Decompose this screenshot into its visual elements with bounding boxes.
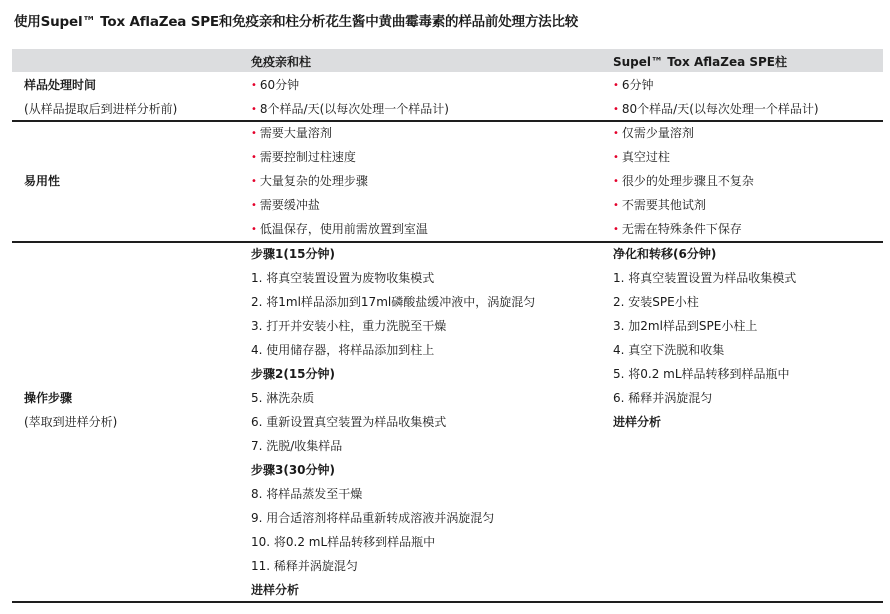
list-item: • 需要缓冲盐 <box>251 198 320 212</box>
iac-processing-time <box>251 73 449 121</box>
table-bottom-rule <box>12 601 883 603</box>
spe-processing-time <box>613 73 819 121</box>
bullet-icon: • <box>613 104 619 115</box>
bullet-icon: • <box>251 200 257 211</box>
list-item: • 60分钟 <box>251 78 300 92</box>
list-item: • 需要控制过柱速度 <box>251 150 356 164</box>
bullet-icon: • <box>613 152 619 163</box>
list-item: • 低温保存，使用前需放置到室温 <box>251 222 428 236</box>
list-item: • 8个样品/天(以每次处理一个样品计) <box>251 102 449 116</box>
step-heading: 步骤2(15分钟) <box>251 367 336 381</box>
step-heading: 步骤3(30分钟) <box>251 463 336 477</box>
row-sublabel: (萃取到进样分析) <box>24 415 118 429</box>
bullet-icon: • <box>251 176 257 187</box>
column-header-spe: Supel™ Tox AflaZea SPE柱 <box>613 55 787 69</box>
step-item: 6. 稀释并涡旋混匀 <box>613 391 713 405</box>
list-item: • 很少的处理步骤且不复杂 <box>613 174 754 188</box>
step-item: 7. 洗脱/收集样品 <box>251 439 343 453</box>
bullet-icon: • <box>251 128 257 139</box>
step-item: 2. 安装SPE小柱 <box>613 295 699 309</box>
step-item: 11. 稀释并涡旋混匀 <box>251 559 358 573</box>
step-item: 3. 加2ml样品到SPE小柱上 <box>613 319 758 333</box>
step-item: 6. 重新设置真空装置为样品收集模式 <box>251 415 447 429</box>
bullet-icon: • <box>251 152 257 163</box>
row-label: 样品处理时间 <box>24 78 97 92</box>
column-header-iac: 免疫亲和柱 <box>251 55 312 69</box>
step-item: 9. 用合适溶剂将样品重新转成溶液并涡旋混匀 <box>251 511 495 525</box>
step-item: 4. 真空下洗脱和收集 <box>613 343 725 357</box>
step-item: 2. 将1ml样品添加到17ml磷酸盐缓冲液中，涡旋混匀 <box>251 295 536 309</box>
step-item: 5. 将0.2 mL样品转移到样品瓶中 <box>613 367 790 381</box>
spe-procedure <box>613 242 796 434</box>
step-item: 5. 淋洗杂质 <box>251 391 315 405</box>
bullet-icon: • <box>613 128 619 139</box>
step-item: 8. 将样品蒸发至干燥 <box>251 487 363 501</box>
list-item: • 仅需少量溶剂 <box>613 126 694 140</box>
list-item: • 不需要其他试剂 <box>613 198 706 212</box>
list-item: • 6分钟 <box>613 78 654 92</box>
list-item: • 80个样品/天(以每次处理一个样品计) <box>613 102 819 116</box>
bullet-icon: • <box>613 224 619 235</box>
iac-procedure <box>251 242 535 602</box>
bullet-icon: • <box>613 176 619 187</box>
step-item: 4. 使用储存器，将样品添加到柱上 <box>251 343 435 357</box>
row-label-procedure <box>24 386 117 434</box>
bullet-icon: • <box>613 80 619 91</box>
step-item: 3. 打开并安装小柱，重力洗脱至干燥 <box>251 319 447 333</box>
row-label: 易用性 <box>24 174 61 188</box>
step-heading: 进样分析 <box>251 583 300 597</box>
table-header <box>12 49 883 72</box>
step-item: 1. 将真空装置设置为废物收集模式 <box>251 271 435 285</box>
bullet-icon: • <box>251 80 257 91</box>
step-heading: 步骤1(15分钟) <box>251 247 336 261</box>
bullet-icon: • <box>251 224 257 235</box>
step-item: 1. 将真空装置设置为样品收集模式 <box>613 271 797 285</box>
row-label-ease-of-use <box>24 169 60 193</box>
step-heading: 进样分析 <box>613 415 662 429</box>
row-sublabel: (从样品提取后到进样分析前) <box>24 102 178 116</box>
list-item: • 需要大量溶剂 <box>251 126 332 140</box>
document-title: 使用Supel™ Tox AflaZea SPE和免疫亲和柱分析花生酱中黄曲霉毒素的样品前处理方法比较 <box>14 14 579 30</box>
list-item: • 无需在特殊条件下保存 <box>613 222 742 236</box>
spe-ease-of-use <box>613 121 754 241</box>
row-label-processing-time <box>24 73 177 121</box>
step-heading: 净化和转移(6分钟) <box>613 247 717 261</box>
list-item: • 真空过柱 <box>613 150 670 164</box>
list-item: • 大量复杂的处理步骤 <box>251 174 368 188</box>
iac-ease-of-use <box>251 121 428 241</box>
step-item: 10. 将0.2 mL样品转移到样品瓶中 <box>251 535 436 549</box>
bullet-icon: • <box>251 104 257 115</box>
row-label: 操作步骤 <box>24 391 73 405</box>
bullet-icon: • <box>613 200 619 211</box>
